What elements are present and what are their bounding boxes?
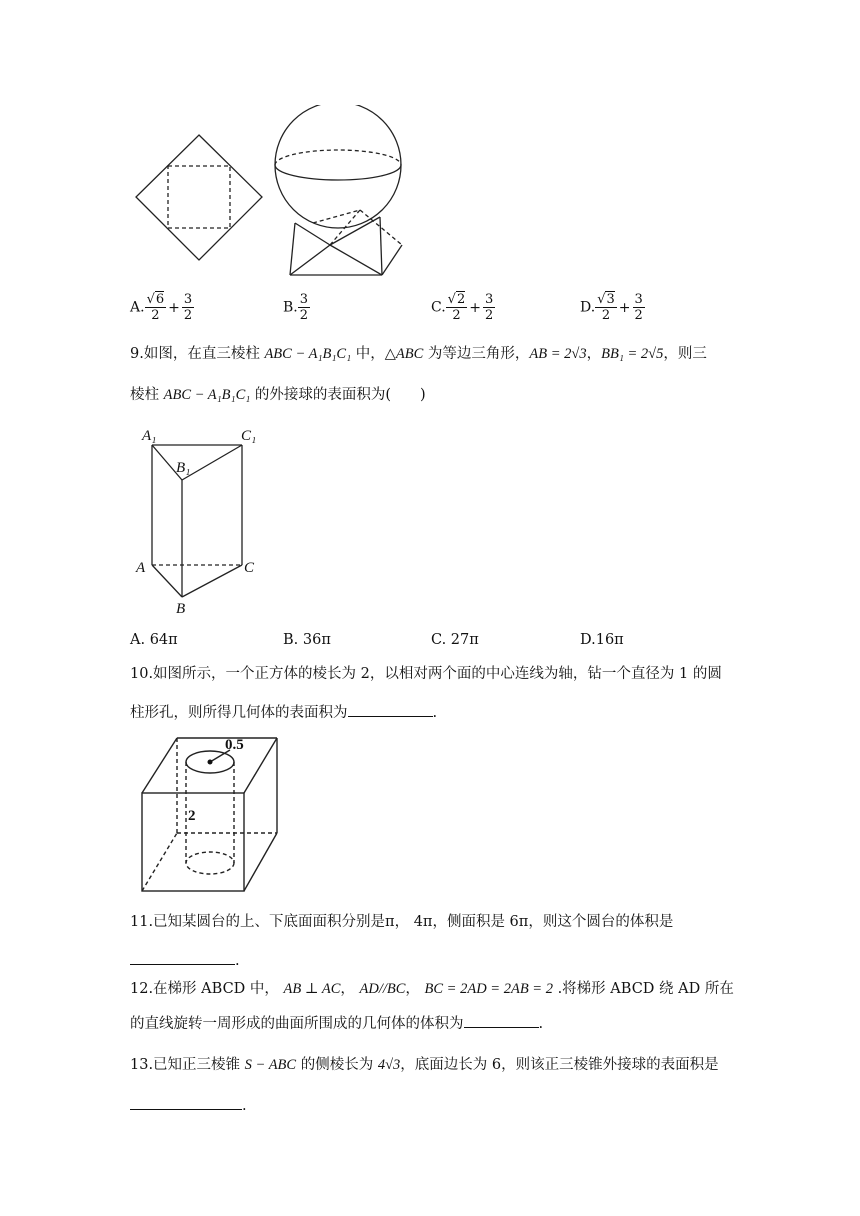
q12-answer-blank[interactable] bbox=[464, 1013, 539, 1028]
q13-answer-blank[interactable] bbox=[130, 1095, 242, 1110]
label-a1: A₁ bbox=[142, 428, 157, 444]
label-a: A bbox=[136, 560, 146, 576]
q9-prism-figure bbox=[132, 420, 272, 620]
q10-answer-blank[interactable] bbox=[348, 702, 433, 717]
q8-option-d[interactable]: D. $\frac{√3}{2}$ + $\frac{3}{2}$ bbox=[580, 292, 643, 323]
label-b: B bbox=[176, 601, 186, 617]
q10-cube-figure bbox=[130, 728, 290, 898]
radius-label: 0.5 bbox=[225, 737, 244, 753]
q12-line-1: 12.在梯形 ABCD 中， AB ⊥ AC， AD//BC， BC = 2AD = 2AB = 2 .将梯形 ABCD 绕 AD 所在 bbox=[130, 981, 734, 997]
q8-sphere-figure bbox=[275, 105, 402, 275]
q11-line-2: . bbox=[130, 950, 240, 971]
q9-option-c[interactable]: C. 27π bbox=[431, 632, 479, 648]
q9-line-1: 9.如图，在直三棱柱 ABC − A₁B₁C₁ 中，△ABC 为等边三角形，AB = 2√3，BB₁ = 2√5，则三 bbox=[130, 346, 707, 362]
q8-figure bbox=[130, 105, 410, 285]
q10-line-2: 柱形孔，则所得几何体的表面积为 . bbox=[130, 702, 437, 723]
height-label: 2 bbox=[188, 808, 196, 824]
q10-line-1: 10.如图所示，一个正方体的棱长为 2，以相对两个面的中心连线为轴，钻一个直径为 1 的圆 bbox=[130, 666, 722, 682]
q9-line-2: 棱柱 ABC − A₁B₁C₁ 的外接球的表面积为( ) bbox=[130, 387, 426, 403]
q9-option-d[interactable]: D.16π bbox=[580, 632, 624, 648]
q9-option-a[interactable]: A. 64π bbox=[130, 632, 178, 648]
q8-square-figure bbox=[136, 135, 262, 260]
q13-line-2: . bbox=[130, 1095, 247, 1116]
q8-option-c[interactable]: C. $\frac{√2}{2}$ + $\frac{3}{2}$ bbox=[431, 292, 494, 323]
q11-line-1: 11.已知某圆台的上、下底面面积分别是π， 4π，侧面积是 6π，则这个圆台的体积是 bbox=[130, 914, 674, 930]
label-c: C bbox=[244, 560, 255, 576]
label-c1: C₁ bbox=[241, 428, 257, 444]
center-dot bbox=[208, 760, 213, 765]
q12-line-2: 的直线旋转一周形成的曲面所围成的几何体的体积为 . bbox=[130, 1013, 543, 1034]
q9-option-b[interactable]: B. 36π bbox=[283, 632, 331, 648]
q13-line-1: 13.已知正三棱锥 S − ABC 的侧棱长为 4√3，底面边长为 6，则该正三棱锥外接球的表面积是 bbox=[130, 1057, 719, 1073]
label-b1: B₁ bbox=[176, 460, 191, 476]
q8-option-a[interactable]: A. $\frac{√6}{2}$ + $\frac{3}{2}$ bbox=[130, 292, 193, 323]
q11-answer-blank[interactable] bbox=[130, 950, 235, 965]
q8-option-b[interactable]: B. $\frac{3}{2}$ bbox=[283, 292, 309, 323]
